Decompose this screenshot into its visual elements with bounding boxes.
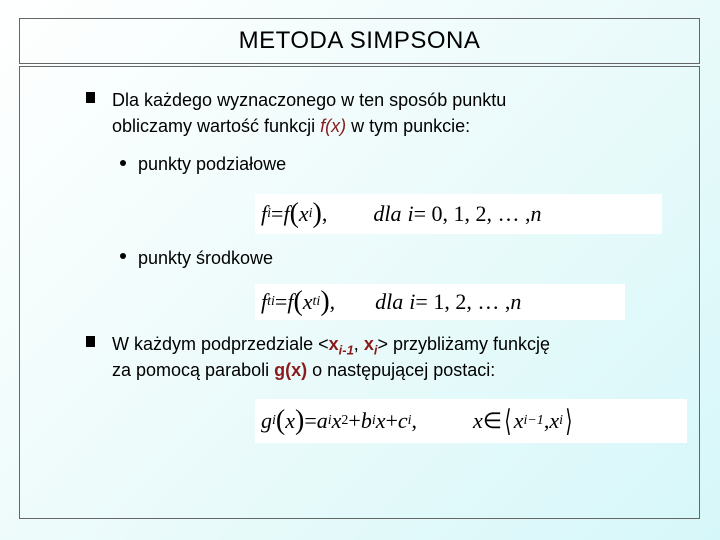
fx-highlight: f(x) — [320, 116, 347, 136]
slide-title: METODA SIMPSONA — [238, 27, 481, 54]
gx-highlight: g(x) — [274, 360, 308, 380]
round-bullet-icon — [120, 253, 126, 259]
formula-midpoints: f ti = f ( x ti ) , dla i = 1, 2, … , n — [255, 284, 625, 320]
formula-parabola: g i ( x ) = a i x 2 + b i x + c i , x ∈ ⟨ x i−1 , x i ⟩ — [255, 399, 687, 443]
bullet2-line2: za pomocą paraboli g(x) o następującej postaci: — [112, 360, 496, 380]
formula-nodal-points: f i = f ( x i ) , dla i = 0, 1, 2, … , n — [255, 194, 662, 234]
bullet1-line1: Dla każdego wyznaczonego w ten sposób punktu — [112, 90, 507, 110]
sub1-label: punkty podziałowe — [138, 154, 287, 174]
bullet2-line1: W każdym podprzedziale $<x_{i-1}$, $x_i>$ przybliżamy funkcję — [112, 334, 551, 358]
square-bullet-icon — [86, 92, 95, 103]
sub2-label: punkty środkowe — [138, 248, 274, 268]
bullet1-line2: obliczamy wartość funkcji f(x) w tym punkcie: — [112, 116, 471, 136]
slide-title-box — [19, 18, 700, 64]
square-bullet-icon — [86, 336, 95, 347]
round-bullet-icon — [120, 160, 126, 166]
